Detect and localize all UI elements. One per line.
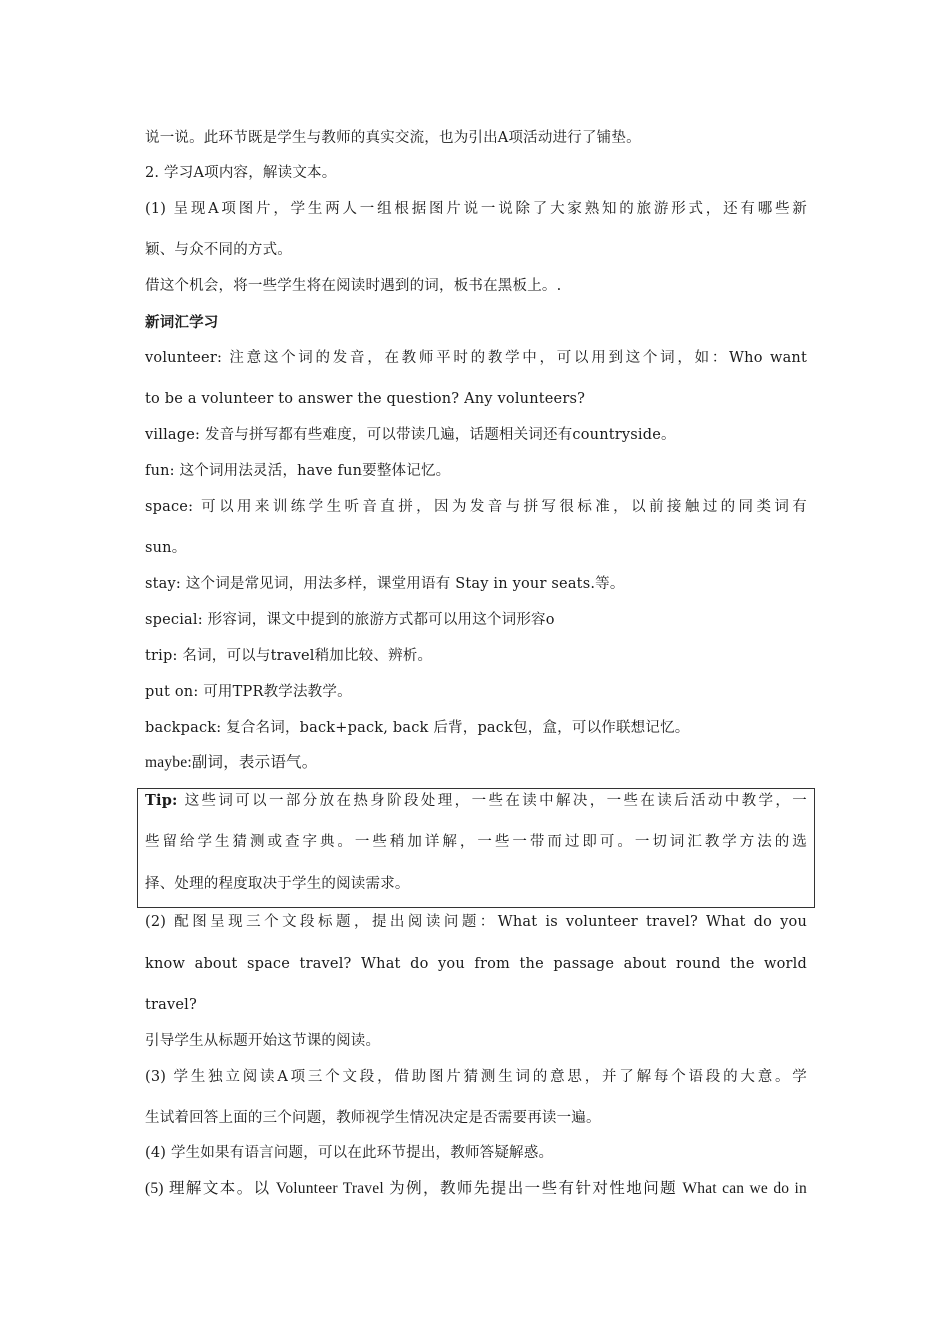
vocab-entry: backpack: 复合名词，back+pack, back 后背，pack包，盒，可以作联想记忆。 xyxy=(145,720,690,736)
vocab-entry: village: 发音与拼写都有些难度，可以带读几遍，话题相关词还有countryside。 xyxy=(145,427,676,443)
paragraph-line: (5) 理解文本。以 Volunteer Travel 为例，教师先提出一些有针对性地问题 What can we do in xyxy=(145,1180,807,1197)
vocab-entry: space: 可以用来训练学生听音直拼，因为发音与拼写很标准，以前接触过的同类词有 xyxy=(145,499,807,515)
tip-text: 这些词可以一部分放在热身阶段处理，一些在读中解决，一些在读后活动中教学，一 xyxy=(184,793,807,809)
vocab-entry: put on: 可用TPR教学法教学。 xyxy=(145,684,352,700)
paragraph-line: 借这个机会，将一些学生将在阅读时遇到的词，板书在黑板上。. xyxy=(145,278,562,294)
paragraph-line: 颖、与众不同的方式。 xyxy=(145,242,292,258)
vocab-entry: stay: 这个词是常见词，用法多样，课堂用语有 Stay in your seats.等。 xyxy=(145,576,625,592)
tip-line xyxy=(145,791,807,811)
vocab-entry: special: 形容词，课文中提到的旅游方式都可以用这个词形容o xyxy=(145,612,555,628)
paragraph-line: 引导学生从标题开始这节课的阅读。 xyxy=(145,1033,381,1049)
vocab-entry: maybe:副词，表示语气。 xyxy=(145,754,318,771)
section-heading: 2. 学习A项内容，解读文本。 xyxy=(145,165,337,181)
paragraph-line: know about space travel? What do you from the passage about round the world xyxy=(145,956,807,972)
vocab-entry: fun: 这个词用法灵活，have fun要整体记忆。 xyxy=(145,463,451,479)
paragraph-line: (4) 学生如果有语言问题，可以在此环节提出，教师答疑解惑。 xyxy=(145,1145,554,1161)
tip-line: 择、处理的程度取决于学生的阅读需求。 xyxy=(145,876,410,892)
paragraph-line: travel? xyxy=(145,997,197,1013)
paragraph-line: (2) 配图呈现三个文段标题，提出阅读问题：What is volunteer travel? What do you xyxy=(145,914,807,930)
vocab-entry: sun。 xyxy=(145,540,187,556)
vocab-entry: trip: 名词，可以与travel稍加比较、辨析。 xyxy=(145,648,433,664)
paragraph-line: (1) 呈现A项图片，学生两人一组根据图片说一说除了大家熟知的旅游形式，还有哪些新 xyxy=(145,201,807,217)
tip-line: 些留给学生猜测或查字典。一些稍加详解，一些一带而过即可。一切词汇教学方法的选 xyxy=(145,834,807,850)
paragraph-line: 生试着回答上面的三个问题，教师视学生情况决定是否需要再读一遍。 xyxy=(145,1110,601,1126)
vocab-entry: volunteer: 注意这个词的发音，在教师平时的教学中，可以用到这个词，如：Who want xyxy=(145,350,807,366)
tip-label: Tip: xyxy=(145,792,178,809)
vocab-heading: 新词汇学习 xyxy=(145,315,219,331)
paragraph-line: (3) 学生独立阅读A项三个文段，借助图片猜测生词的意思，并了解每个语段的大意。学 xyxy=(145,1069,807,1085)
paragraph-line: 说一说。此环节既是学生与教师的真实交流，也为引出A项活动进行了铺垫。 xyxy=(145,130,641,146)
vocab-entry: to be a volunteer to answer the question? Any volunteers? xyxy=(145,391,586,407)
